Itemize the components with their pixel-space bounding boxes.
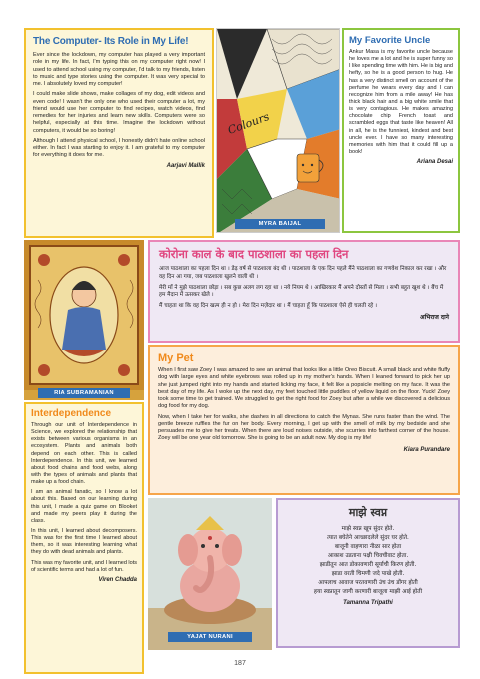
marathi-article	[276, 498, 460, 648]
pet-article	[148, 345, 460, 495]
marathi-title: माझे स्वप्न	[348, 506, 388, 519]
marathi-line: माझे स्वप्न खूप सुंदर होते.	[341, 526, 395, 532]
caption-yajat: YAJAT NURANI	[168, 632, 252, 642]
page-number: 187	[234, 660, 246, 667]
hindi-author: अभिराज दाने	[420, 314, 449, 322]
pet-paragraph: Now, when I take her for walks, she dashes in all directions to catch the Mynas. She runs faster than the wind. The gentle breeze ruffles the fur on her body. Every morning, I get up with the smell of milk by my bedside and she persuades me to give her treats. When there are loud noises outside, she scurries into farthest corner of the house. Zoey will be one year old tomorrow. She is going to be an adult now. My dog is my life!	[158, 413, 450, 442]
uncle-article	[342, 28, 460, 233]
artwork-yajat	[148, 498, 272, 650]
uncle-author: Ariana Desai	[416, 159, 453, 166]
artwork-ria	[24, 240, 144, 400]
interdependence-author: Viren Chadda	[98, 576, 137, 583]
artwork-myra	[216, 28, 340, 233]
computer-paragraph: Although I attend physical school, I honestly didn't hate online school either. In fact I was starting to enjoy it. I am grateful to my computer for everything it does for me.	[33, 137, 205, 159]
marathi-line: हया स्वप्नातून जागी करणारी बाजूला माझी आई होती	[313, 588, 423, 595]
uncle-text: Ankur Masa is my favorite uncle because he loves me a lot and he is super funny so I like spending time with him. He is big and hefty, so he is a good person to hug. He has a very distinct smell on account of the perfume he wears every day and I can recognize him from a mile away! He has thick black hair and a big white smile that is very contagious. He makes amazing chocolate chip French toast and scrambled eggs that taste like heaven! All in all, he is the funniest, kindest and best uncle ever. I have so many interesting memories with him that it could fill up a book!	[349, 49, 453, 155]
pet-title: My Pet	[158, 352, 194, 364]
interdependence-article	[24, 402, 144, 674]
computer-author: Aarjavi Mallik	[166, 162, 205, 169]
interdependence-title: Interdependence	[31, 408, 112, 419]
interdependence-paragraph: This was my favorite unit, and I learned lots of scientific terms and had a lot of fun.	[31, 559, 137, 573]
pet-paragraph: When I first saw Zoey I was amazed to see an animal that looks like a little Oreo Biscuit. A small black and white fluffy dog with large eyes and white eyebrows was rolled up in my mother's hands. When I leaned forward to pick her up she just jumped right into my hands and started licking my face, it felt like a popsicle melting on my face. It was the best day of my life. As I woke up the next day, my feet touched little puddles of yellow liquid on the floor. Yuck! Zoey took some time to get trained. We struggled to get the right food for Zoey but after a while we discovered a delicious dog food for my dog.	[158, 367, 450, 410]
colours-text: Colours	[226, 110, 272, 137]
hindi-article	[148, 240, 460, 343]
ganesha-sculpture	[148, 498, 272, 650]
computer-article	[24, 28, 214, 238]
marathi-line: त्यात बघेतेने आच्छादलेले सुंदर घर होते.	[327, 534, 409, 541]
marathi-line: आपलाच आवाज परतवणारी उंच उंच डोंगर होती	[318, 579, 418, 586]
computer-paragraph: Ever since the lockdown, my computer has played a very important role in my life. In fact, I'm typing this on my computer right now! I used to attend school using my computer, I'd talk to my friends, listen to music and type stories using the computer. It was very special to me. I absolutely loved my computer!	[33, 52, 205, 88]
marathi-line: बाजूनी वाहणारा नीळा सार होता	[334, 543, 402, 550]
interdependence-paragraph: Through our unit of Interdependence in Science, we explored the relationship that exists between various organisms in an ecosystem. Plants and animals both depend on each other. This is called Interdependence. In this unit, we learned about food chains and food webs, along with the types of animals and plants that make up a food chain.	[31, 422, 137, 486]
marathi-line: झाडीतून आत डोकावणारी सूर्याची किरण होती.	[319, 561, 417, 568]
interdependence-paragraph: In this unit, I learned about decomposers. This was for the first time I learned about them, so it was interesting learning what they do with dead animals and plants.	[31, 527, 137, 556]
marathi-line: आकाश उडताना पक्षी चिवचीवाट होता.	[327, 552, 409, 559]
hindi-line: मेरी माँ ने मुझे पाठशाला छोड़ा । सब कुछ अलग लग रहा था । नये नियम थे । आखिरकार मैं अपने दोस्तों से मिला । सभी बहुत खुश थे । बैंच में हम मैदान में ऊसकर खेले ।	[159, 284, 444, 299]
hindi-line: आज पाठशाला का पहला दिन था । डेढ़ वर्ष से पाठशाला बंद थी । पाठशाला के एक दिन पहले मैंने पाठशाला का गणवेश निकाल कर रखा । और वह दिन आ गया, जब पाठशाला खुलने वाली थी ।	[159, 266, 447, 280]
hindi-line: मैं चाहता था कि वह दिन खत्म ही न हो । मेरा दिन मज़ेदार था । मैं चाहता हूँ कि पाठशाला ऐसे ही चलती रहे ।	[159, 303, 377, 310]
caption-ria: RIA SUBRAMANIAN	[38, 388, 130, 398]
computer-paragraph: I could make slide shows, make collages of my dog, edit videos and even code! I wasn't the only one who used their computer a lot, my friend would use her computer to find recipes, watch videos, find remedies for her injuries and learn new skills. Computers were so helpful, especially at this time. Imagine the lockdown without computers, it would be so boring!	[33, 91, 205, 134]
interdependence-paragraph: I am an animal fanatic, so I know a lot about this. Based on our learning during this unit, I made a quiz game on Blooket and made my peers play it during the class.	[31, 489, 137, 524]
marathi-author: Tamanna Tripathi	[343, 599, 393, 606]
caption-myra: MYRA BAIJAL	[235, 219, 325, 229]
mughal-painting	[24, 240, 144, 390]
hindi-title: कोरोना काल के बाद पाठशाला का पहला दिन	[159, 247, 349, 261]
pet-author: Kiara Purandare	[403, 446, 450, 453]
computer-title: The Computer- Its Role in My Life!	[33, 36, 189, 47]
uncle-title: My Favorite Uncle	[349, 35, 431, 46]
marathi-line: झाडा वरती चिमणी जदे पाखे होती.	[331, 570, 405, 577]
